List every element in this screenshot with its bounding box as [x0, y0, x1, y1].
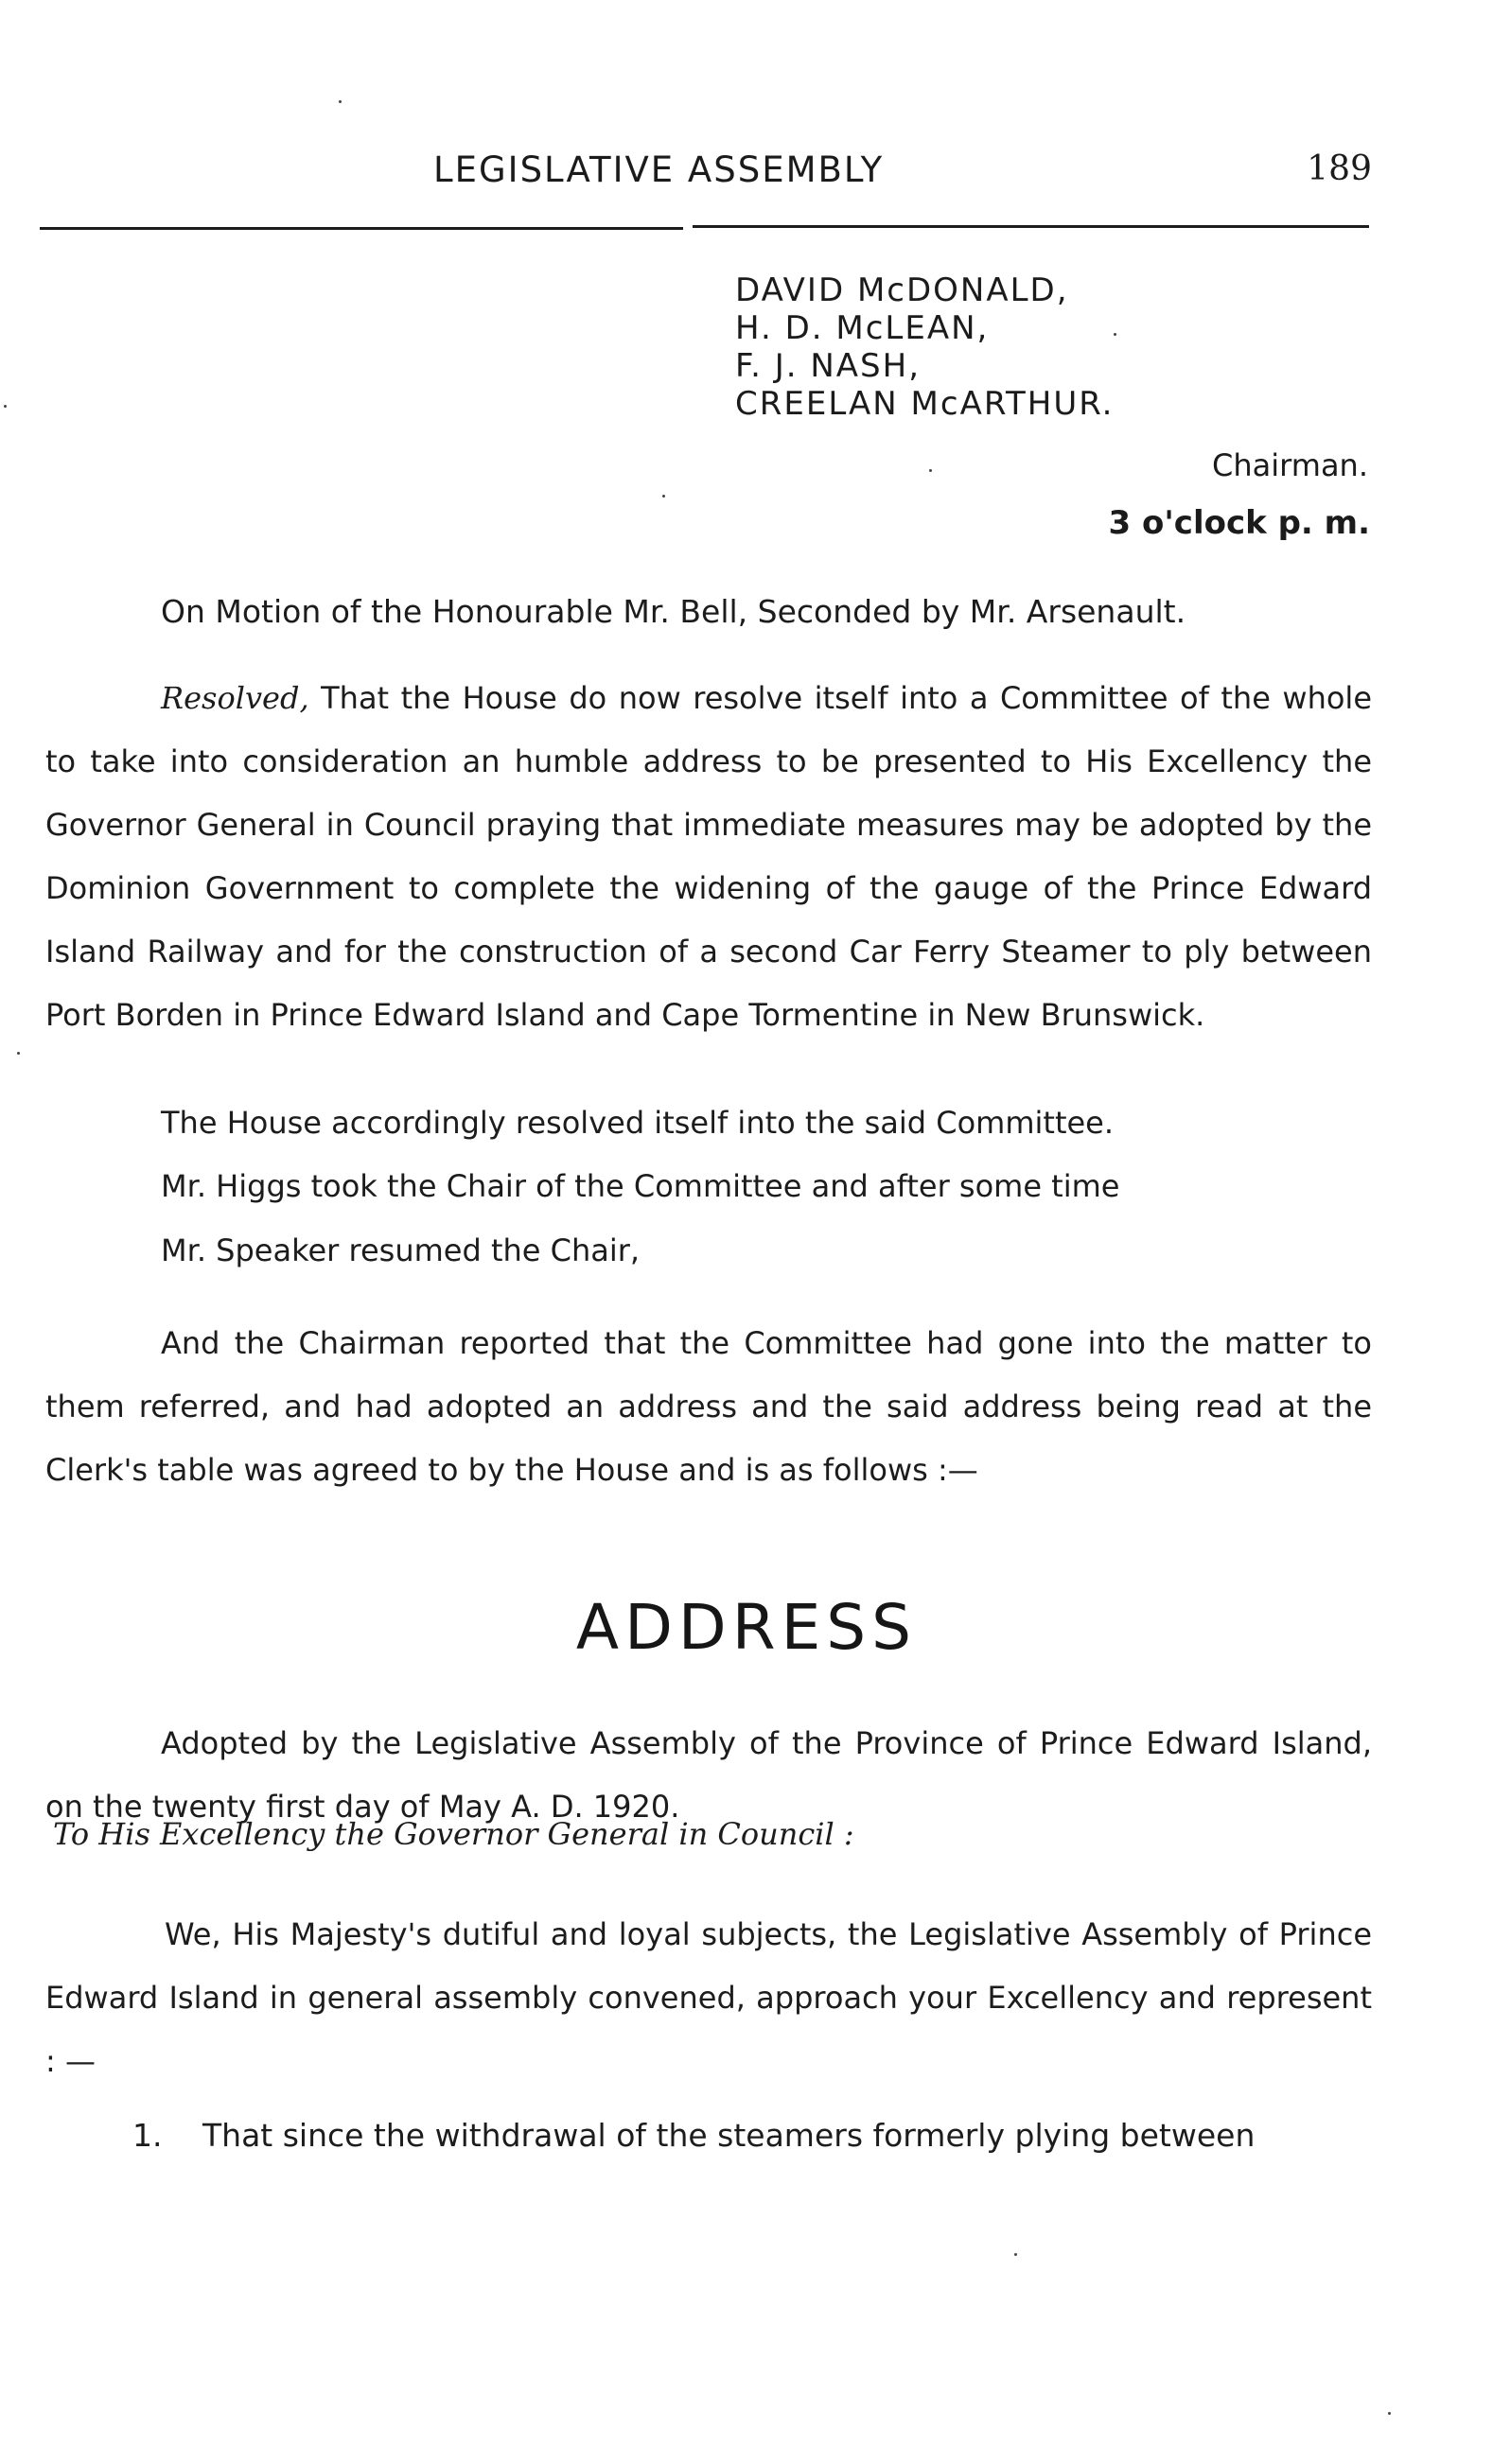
print-speck — [17, 1052, 20, 1055]
print-speck — [929, 469, 932, 472]
signatory-name: CREELAN McARTHUR. — [735, 385, 1115, 423]
resolved-paragraph — [45, 667, 1372, 1047]
resolved-text: That the House do now resolve itself into a Committee of the whole to take into consideration an humble address to be presented to His Excellency the Governor General in Council praying that immediate measures may be adopted by the Dominion Government to complete the widening of the gauge of the Prince Edward Island Railway and for the construction of a second Car Ferry Steamer to ply between Port Borden in Prince Edward Island and Cape Tormentine in New Brunswick. — [45, 680, 1372, 1033]
signature-block — [735, 271, 1114, 423]
address-representation-paragraph: We, His Majesty's dutiful and loyal subjects, the Legislative Assembly of Prince Edward Island in general assembly convened, approach your Excellency and represent : — — [45, 1916, 1372, 2079]
running-header — [0, 149, 1493, 206]
session-time: 3 o'clock p. m. — [1108, 504, 1370, 542]
committee-line: Mr. Higgs took the Chair of the Committee and after some time — [161, 1168, 1120, 1204]
print-speck — [662, 495, 665, 498]
resolved-lead: Resolved, — [161, 680, 309, 716]
motion-line: On Motion of the Honourable Mr. Bell, Seconded by Mr. Arsenault. — [161, 593, 1186, 630]
chairman-label: Chairman. — [1212, 447, 1368, 483]
item-number: 1. — [132, 2117, 163, 2154]
address-adopted-paragraph: Adopted by the Legislative Assembly of the Province of Prince Edward Island, on the twenty first day of May A. D. 1920. — [45, 1725, 1372, 1825]
committee-line: Mr. Speaker resumed the Chair, — [161, 1232, 641, 1268]
signatory-name: H. D. McLEAN, — [735, 309, 990, 347]
running-title: LEGISLATIVE ASSEMBLY — [433, 149, 885, 190]
signatory-name: F. J. NASH, — [735, 347, 922, 385]
item-text: That since the withdrawal of the steamers formerly plying between — [202, 2117, 1256, 2154]
header-rule-left — [40, 227, 683, 230]
header-rule-right — [693, 225, 1369, 228]
chairman-report-paragraph: And the Chairman reported that the Committee had gone into the matter to them referred, and had adopted an address and the said address being read at the Clerk's table was agreed to by the House and is as follows :— — [45, 1325, 1372, 1488]
print-speck — [4, 405, 7, 408]
numbered-item — [132, 2117, 1381, 2154]
committee-line: The House accordingly resolved itself into the said Committee. — [161, 1105, 1115, 1141]
print-speck — [1014, 2253, 1017, 2256]
print-speck — [1388, 2412, 1391, 2415]
print-speck — [1114, 333, 1116, 336]
address-salutation: To His Excellency the Governor General in Council : — [53, 1816, 854, 1852]
address-heading: ADDRESS — [575, 1591, 918, 1664]
print-speck — [339, 100, 342, 103]
page-number: 189 — [1307, 149, 1372, 188]
signatory-name: DAVID McDONALD, — [735, 271, 1069, 309]
